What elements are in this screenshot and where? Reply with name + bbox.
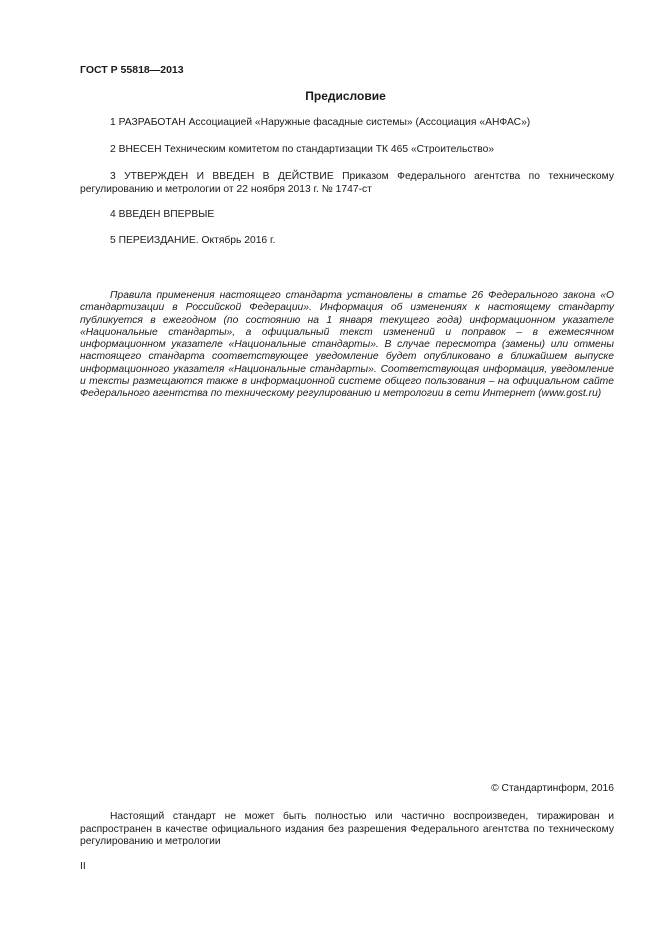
foreword-item-first-introduced bbox=[80, 209, 614, 222]
item-lead: 5 ПЕРЕИЗДАНИЕ. bbox=[110, 235, 199, 246]
foreword-item-approved bbox=[80, 171, 614, 196]
item-text: Октябрь 2016 г. bbox=[198, 235, 276, 246]
page-number: II bbox=[80, 861, 86, 872]
document-code-header: ГОСТ Р 55818—2013 bbox=[80, 64, 184, 76]
foreword-item-reissue bbox=[80, 235, 614, 248]
page-title: Предисловие bbox=[305, 89, 386, 103]
item-lead: 1 РАЗРАБОТАН bbox=[110, 117, 186, 128]
item-lead: 4 ВВЕДЕН ВПЕРВЫЕ bbox=[110, 209, 215, 220]
item-text: Приказом Федерального агентства по техническому регулированию и метрологии от 22 ноября 2013 г. № 1747-ст bbox=[80, 171, 614, 195]
item-text: Техническим комитетом по стандартизации ТК 465 «Строительство» bbox=[161, 144, 495, 155]
copyright-notice: © Стандартинформ, 2016 bbox=[491, 783, 614, 794]
item-lead: 3 УТВЕРЖДЕН И ВВЕДЕН В ДЕЙСТВИЕ bbox=[110, 171, 334, 182]
foreword-item-developed bbox=[80, 117, 614, 130]
foreword-item-introduced bbox=[80, 144, 614, 157]
reproduction-notice: Настоящий стандарт не может быть полностью или частично воспроизведен, тиражирован и распространен в качестве официального издания без разрешения Федерального агентства по техническому регулированию и метрологии bbox=[80, 811, 614, 847]
item-text: Ассоциацией «Наружные фасадные системы» (Ассоциация «АНФАС») bbox=[185, 117, 531, 128]
application-rules-paragraph: Правила применения настоящего стандарта установлены в статье 26 Федерального закона «О стандартизации в Российской Федерации». Информация об изменениях к настоящему стандарту публикуется в ежегодном (по состоянию на 1 января текущего года) информационном указателе «Национальные стандарты», а официальный текст изменений и поправок – в ежемесячном информационном указателе «Национальные стандарты». В случае пересмотра (замены) или отмены настоящего стандарта соответствующее уведомление будет опубликовано в ближайшем выпуске информационного указателя «Национальные стандарты». Соответствующая информация, уведомление и тексты размещаются также в информационной системе общего пользования – на официальном сайте Федерального агентства по техническому регулированию и метрологии в сети Интернет (www.gost.ru) bbox=[80, 290, 614, 400]
item-lead: 2 ВНЕСЕН bbox=[110, 144, 162, 155]
